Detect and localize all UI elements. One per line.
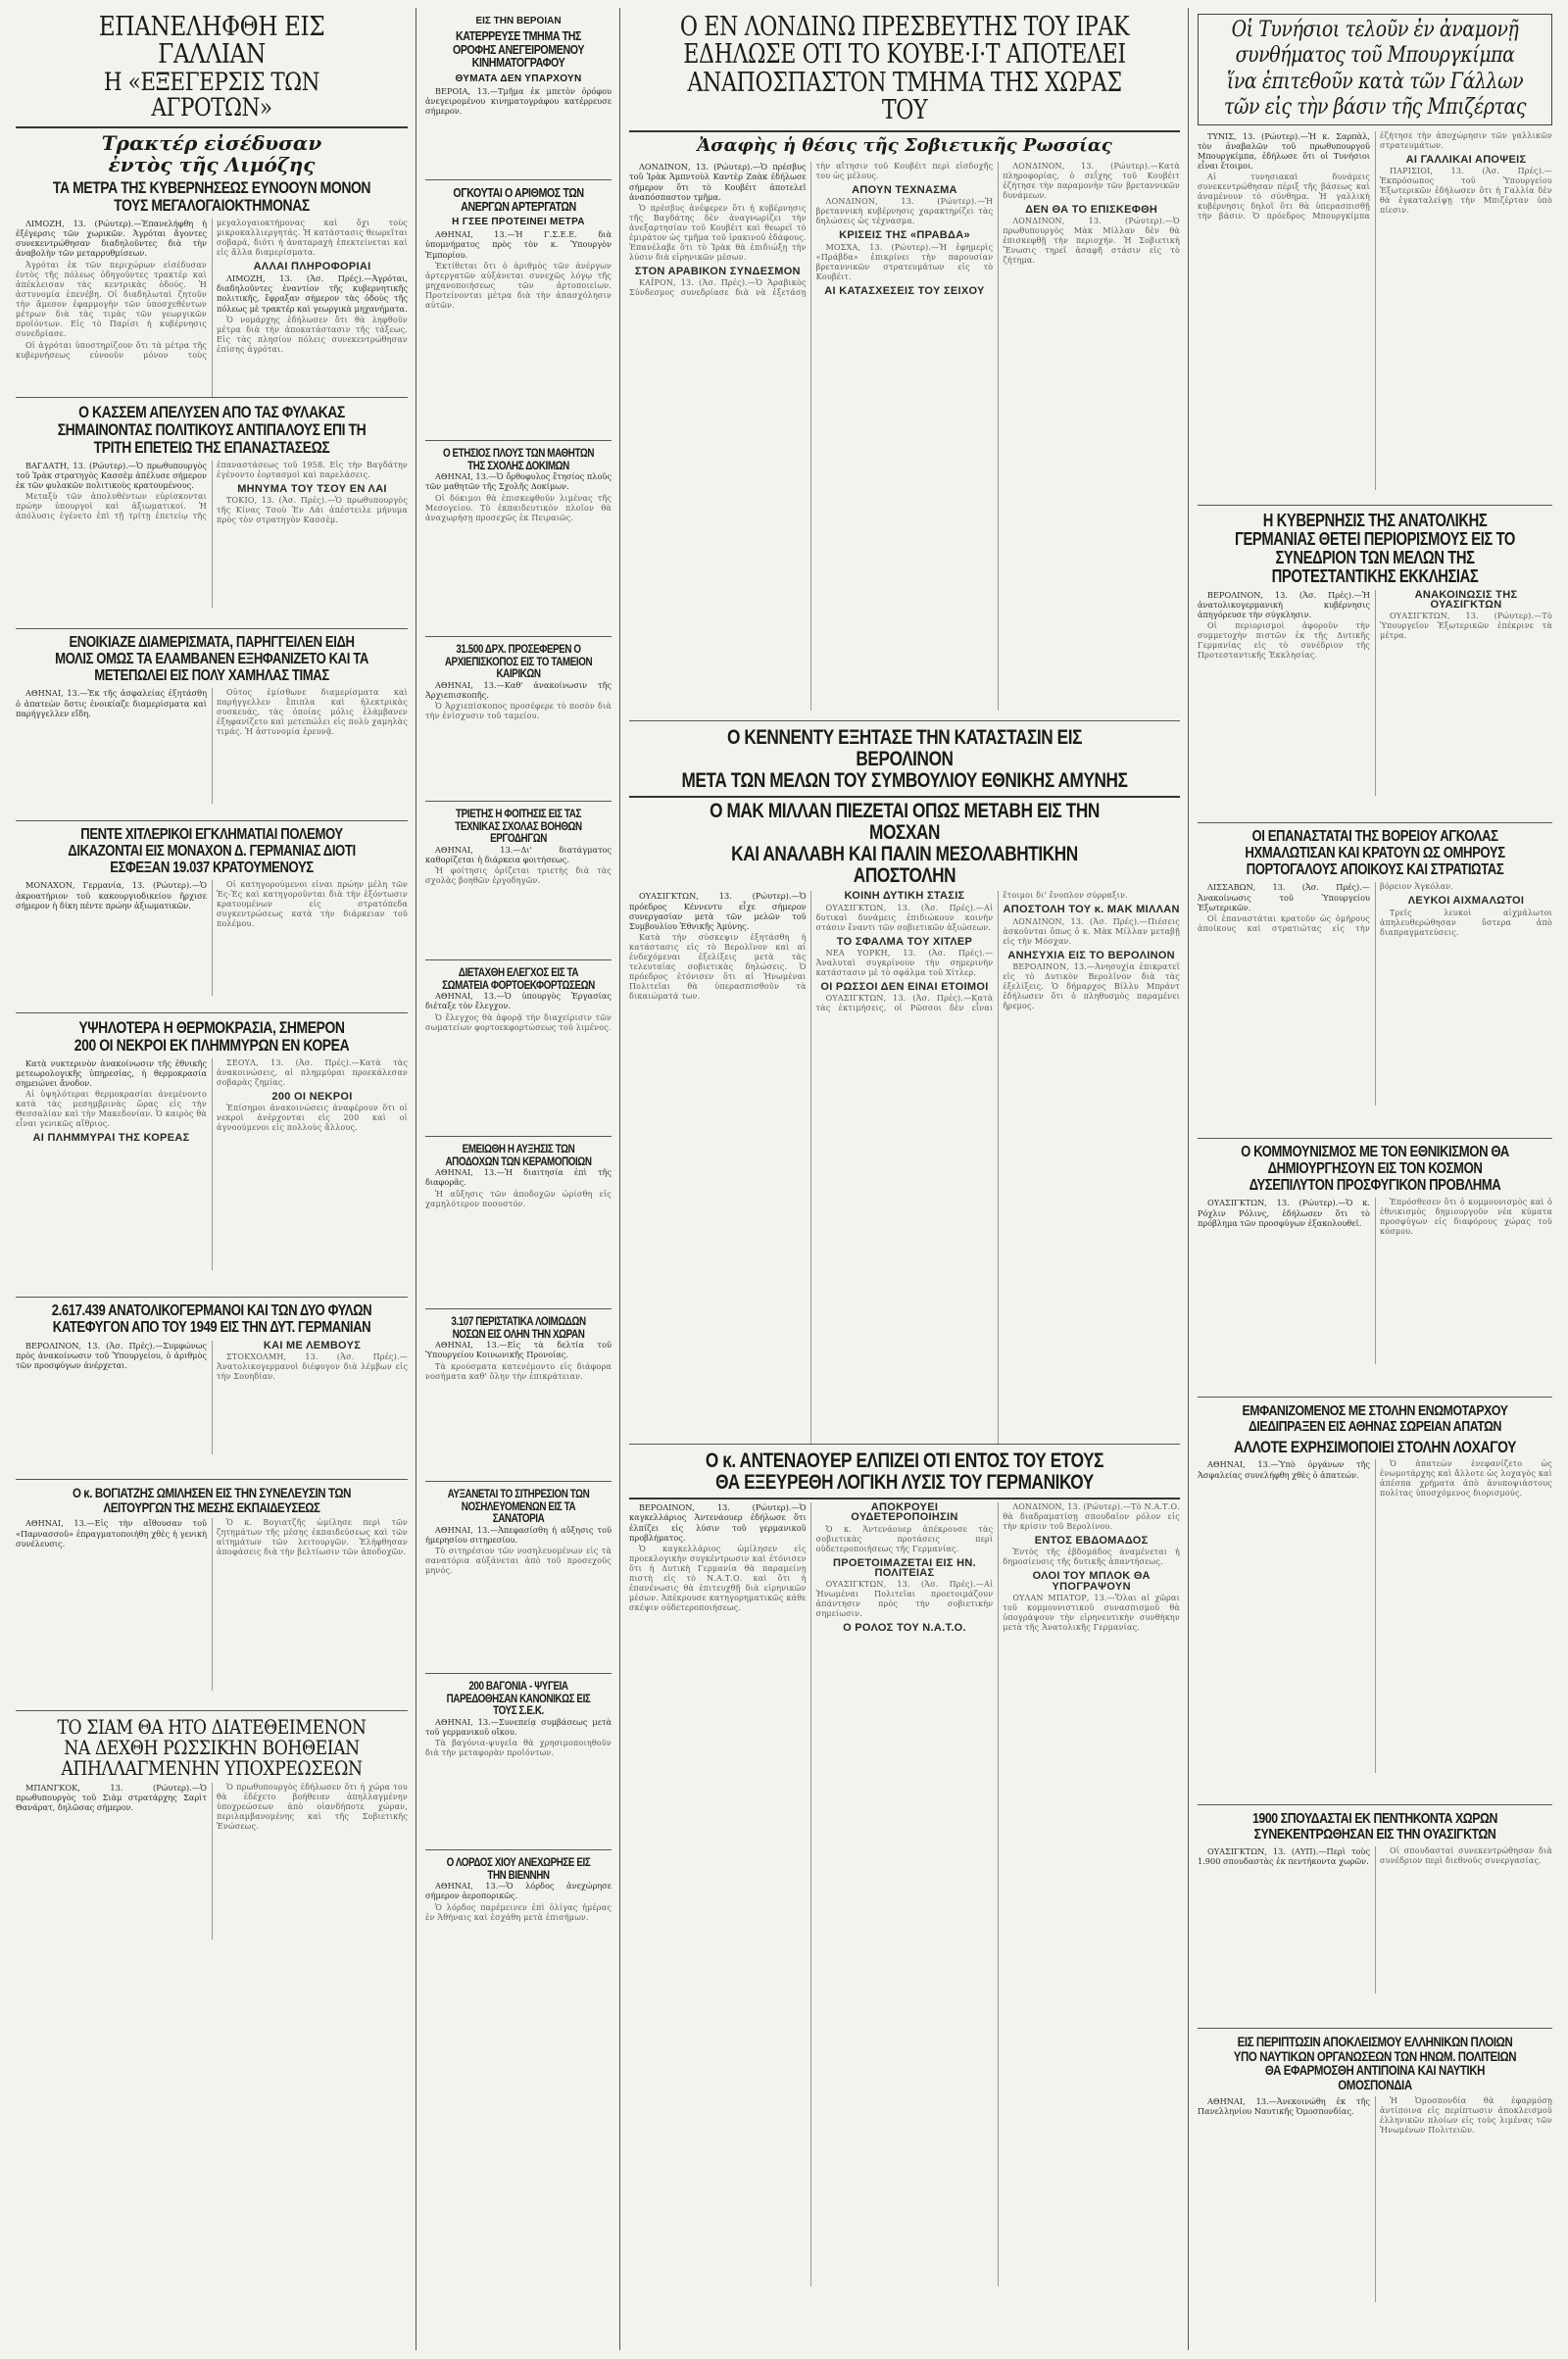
dateline: ΑΘΗΝΑΙ, 13.—Συνεπείᾳ συμβάσεως μετὰ τοῦ γερμανικοῦ οἴκου.: [425, 1716, 612, 1737]
body-text: Αἱ ὑψηλότεραι θερμοκρασίαι ἀνεμένοντο κατὰ τὰς μεσημβρινὰς ὥρας εἰς τὴν Θεσσαλίαν καὶ τὴν Μακεδονίαν. Ὁ καιρὸς θὰ εἶναι γενικῶς αἴθριος.: [16, 1090, 207, 1129]
headline: ΑΛΛΟΤΕ ΕΧΡΗΣΙΜΟΠΟΙΕΙ ΣΤΟΛΗΝ ΛΟΧΑΓΟΥ: [1233, 1437, 1517, 1456]
body-text: ΣΕΟΥΛ, 13. (Ἀσ. Πρές).—Κατὰ τὰς ἀνακοινώσεις, αἱ πλημμύραι προεκάλεσαν σοβαρὰς ζημίας.: [217, 1057, 408, 1087]
dateline: ΒΕΡΟΛΙΝΟΝ, 13. (Ἀσ. Πρές).—Ἡ ἀνατολικογερμανικὴ κυβέρνησις ἀπηγόρευσε τὴν σύγκλησιν.: [1198, 589, 1370, 619]
body-text: Τὸ σιτηρέσιον τῶν νοσηλευομένων εἰς τὰ σανατόρια αὐξάνεται ἀπὸ τοῦ προσεχοῦς μηνός.: [425, 1547, 612, 1576]
body-text: ΟΥΑΣΙΓΚΤΩΝ, 13. (Ἀσ. Πρές).—Αἱ Ἡνωμέναι Πολιτεῖαι προετοιμάζουν ἀπάντησιν πρὸς τὴν σοβιετικὴν σημείωσιν.: [815, 1579, 994, 1618]
article-farmers-revolt: [16, 8, 408, 398]
article-tunisia: [1198, 8, 1552, 506]
article-body: [1198, 590, 1552, 796]
headline: Ο ΚΟΜΜΟΥΝΙΣΜΟΣ ΜΕ ΤΟΝ ΕΘΝΙΚΙΣΜΟΝ ΘΑ ΔΗΜΙΟΥΡΓΗΣΟΥΝ ΕΙΣ ΤΟΝ ΚΟΣΜΟΝ ΔΥΣΕΠΙΛΥΤΟΝ ΠΡΟΣΦΥΓΙΚΟΝ ΠΡΟΒΛΗΜΑ: [1241, 1144, 1509, 1194]
article-veroia-cinema: [425, 8, 612, 180]
kicker: Ἀσαφὴς ἡ θέσις τῆς Σοβιετικῆς Ρωσσίας: [697, 135, 1112, 157]
headline: ΟΙ ΕΠΑΝΑΣΤΑΤΑΙ ΤΗΣ ΒΟΡΕΙΟΥ ΑΓΚΟΛΑΣ ΗΧΜΑΛΩΤΙΣΑΝ ΚΑΙ ΚΡΑΤΟΥΝ ΩΣ ΟΜΗΡΟΥΣ ΠΟΡΤΟΓΑΛΟΥΣ ΑΠΟΙΚΟΥΣ ΚΑΙ ΣΤΡΑΤΙΩΤΑΣ: [1245, 828, 1505, 878]
headline: 3.107 ΠΕΡΙΣΤΑΤΙΚΑ ΛΟΙΜΩΔΩΝ ΝΟΣΩΝ ΕΙΣ ΟΛΗΝ ΤΗΝ ΧΩΡΑΝ: [451, 1314, 586, 1341]
article-body: [16, 1058, 408, 1270]
article-body: [1198, 882, 1552, 1106]
headline: Ο ΜΑΚ ΜΙΛΛΑΝ ΠΙΕΖΕΤΑΙ ΟΠΩΣ ΜΕΤΑΒΗ ΕΙΣ ΤΗΝ ΜΟΣΧΑΝ: [710, 800, 1100, 845]
article-body: [16, 1518, 408, 1691]
headline: 2.617.439 ΑΝΑΤΟΛΙΚΟΓΕΡΜΑΝΟΙ ΚΑΙ ΤΩΝ ΔΥΟ ΦΥΛΩΝ ΚΑΤΕΦΥΓΟΝ ΑΠΟ ΤΟΥ 1949 ΕΙΣ ΤΗΝ ΔΥΤ. ΓΕΡΜΑΝΙΑΝ: [51, 1302, 372, 1336]
headline-box: [1198, 14, 1552, 125]
body-text: ΒΕΡΟΛΙΝΟΝ, 13.—Ἀνησυχία ἐπικρατεῖ εἰς τὸ Δυτικὸν Βερολῖνον διὰ τὰς ἐξελίξεις. Ὁ δήμαρχος Βίλλυ Μπράντ ἐδήλωσεν ὅτι ὁ πληθυσμὸς παραμένει ἤρεμος.: [1003, 961, 1180, 1010]
article-body: [629, 1502, 1180, 2286]
subhead: Η ΓΣΕΕ ΠΡΟΤΕΙΝΕΙ ΜΕΤΡΑ: [452, 217, 585, 228]
article-body: [1198, 2096, 1552, 2302]
body-text: ΟΥΑΣΙΓΚΤΩΝ, 13. (Ἀσ. Πρές).—Κατὰ τὰς ἐκτιμήσεις, οἱ Ρῶσσοι δὲν εἶναι ἕτοιμοι δι' ἔνοπλον σύρραξιν.: [815, 891, 1128, 1012]
dateline: ΑΘΗΝΑΙ, 13.—Δι' διατάγματος καθορίζεται ἡ διάρκεια φοιτήσεως.: [425, 844, 612, 864]
dateline: ΑΘΗΝΑΙ, 13.—Εἰς τὰ δελτία τοῦ Ὑπουργείου Κοινωνικῆς Προνοίας.: [425, 1340, 612, 1360]
article-war-criminals: [16, 821, 408, 1013]
dateline: ΤΥΝΙΣ, 13. (Ρώυτερ).—Ἡ κ. Σαρπὰλ, τὸν ἀναβαλῶν τοῦ πρωθυπουργοῦ Μπουργκίμπα, ἐδήλωσε ὅτι οἱ Τυνήσιοι εἶναι ἕτοιμοι.: [1198, 130, 1370, 172]
article-body: [425, 845, 612, 933]
body-text: ΛΟΝΔΙΝΟΝ, 13. (Ρώυτερ).—Ἡ βρεταννικὴ κυβέρνησις χαρακτηρίζει τὰς δηλώσεις ὡς τέχνασμα.: [815, 197, 994, 226]
column-2: [419, 8, 617, 2350]
headline: ΥΨΗΛΟΤΕΡΑ Η ΘΕΡΜΟΚΡΑΣΙΑ, ΣΗΜΕΡΟΝ: [78, 1018, 345, 1037]
dateline: ΑΘΗΝΑΙ, 13.—Ὁ ὑπουργὸς Ἐργασίας διέταξε τὸν ἔλεγχον.: [425, 991, 612, 1011]
headline: ΜΕΤΑ ΤΩΝ ΜΕΛΩΝ ΤΟΥ ΣΥΜΒΟΥΛΙΟΥ ΕΘΝΙΚΗΣ ΑΜΥΝΗΣ: [681, 769, 1128, 793]
headline: Ο κ. ΑΝΤΕΝΑΟΥΕΡ ΕΛΠΙΖΕΙ ΟΤΙ ΕΝΤΟΣ ΤΟΥ ΕΤΟΥΣ: [705, 1450, 1104, 1472]
body-text: ΛΟΝΔΙΝΟΝ, 13. (Ρώυτερ).—Ὁ πρωθυπουργὸς Μὰκ Μίλλαν δὲν θὰ ἐπισκεφθῇ τὴν περιοχήν. Ἡ Σοβιετικὴ Ἕνωσις τηρεῖ ἀσαφῆ στάσιν εἰς τὸ ζήτημα.: [1003, 217, 1180, 266]
dateline: Κατὰ νυκτερινὸν ἀνακοίνωσιν τῆς ἐθνικῆς μετεωρολογικῆς ὑπηρεσίας, ἡ θερμοκρασία σημειώνει ἄνοδον.: [16, 1057, 207, 1089]
article-body: [425, 229, 612, 416]
subhead: ΤΟ ΣΦΑΛΜΑ ΤΟΥ ΧΙΤΛΕΡ: [836, 935, 973, 948]
body-text: ΟΥΑΣΙΓΚΤΩΝ, 13. (Ρώυτερ).—Τὸ Ὑπουργεῖον Ἐξωτερικῶν ἐπέκρινε τὰ μέτρα.: [1380, 611, 1552, 640]
body-text: Οὗτος ἐμίσθωνε διαμερίσματα καὶ παρήγγελλεν ἔπιπλα καὶ ἠλεκτρικὰς συσκευάς, τὰς ὁποίας μόλις ἐλάμβανεν ἐξηφανίζετο καὶ μετεπώλει εἰς πολὺ χαμηλὰς τιμάς. Ἡ ἀστυνομία ἐρευνᾷ.: [217, 688, 408, 737]
subhead: ΜΗΝΥΜΑ ΤΟΥ ΤΣΟΥ ΕΝ ΛΑΙ: [237, 482, 387, 495]
article-body: [425, 86, 612, 155]
headline: ΘΑ ΕΞΕΥΡΕΘΗ ΛΟΓΙΚΗ ΛΥΣΙΣ ΤΟΥ ΓΕΡΜΑΝΙΚΟΥ: [715, 1471, 1094, 1495]
subhead: Ο ΡΟΛΟΣ ΤΟΥ Ν.Α.Τ.Ο.: [843, 1621, 966, 1634]
article-refrigerated-wagons: [425, 1674, 612, 1850]
body-text: ΜΟΣΧΑ, 13. (Ρώυτερ).—Ἡ ἐφημερὶς «Πράβδα» ἐπικρίνει τὴν παρουσίαν βρεταννικῶν στρατευμάτων εἰς τὸ Κουβέιτ.: [815, 242, 994, 281]
article-body: [16, 1783, 408, 1940]
body-text: ΛΟΝΔΙΝΟΝ, 13. (Ἀσ. Πρές).—Πιέσεις ἀσκοῦνται ὅπως ὁ κ. Μὰκ Μίλλαν μεταβῇ εἰς τὴν Μόσχαν.: [1003, 916, 1180, 946]
dateline: ΑΘΗΝΑΙ, 13.—Ἡ διαιτησία ἐπὶ τῆς διαφορᾶς.: [425, 1167, 612, 1188]
body-text: ΟΥΛΑΝ ΜΠΑΤΟΡ, 13.—Ὅλαι αἱ χῶραι τοῦ κομμουνιστικοῦ συνασπισμοῦ θὰ ὑπογράψουν τὴν εἰρηνευτικὴν συνθήκην μετὰ τῆς Ἀνατολικῆς Γερμανίας.: [1003, 1593, 1180, 1632]
body-text: Ἡ αὔξησις τῶν ἀποδοχῶν ὡρίσθη εἰς χαμηλότερον ποσοστόν.: [425, 1189, 612, 1208]
dateline: ΑΘΗΝΑΙ, 13.—Εἰς τὴν αἴθουσαν τοῦ «Παρνασσοῦ» ἐπραγματοποιήθη χθὲς ἡ γενικὴ συνέλευσις.: [16, 1518, 207, 1548]
headline: ΠΕΝΤΕ ΧΙΤΛΕΡΙΚΟΙ ΕΓΚΛΗΜΑΤΙΑΙ ΠΟΛΕΜΟΥ ΔΙΚΑΖΟΝΤΑΙ ΕΙΣ ΜΟΝΑΧΟΝ Δ. ΓΕΡΜΑΝΙΑΣ ΔΙΟΤΙ ΕΣΦΕΞΑΝ 19.037 ΚΡΑΤΟΥΜΕΝΟΥΣ: [68, 826, 356, 876]
article-greek-ships: [1198, 2029, 1552, 2323]
body-text: ΟΥΑΣΙΓΚΤΩΝ, 13. (Ἀσ. Πρές).—Αἱ δυτικαὶ δυνάμεις ἐπιδιώκουν κοινὴν στάσιν ἔναντι τῶν σοβιετικῶν ἀξιώσεων.: [815, 903, 994, 932]
headline: ΑΥΞΑΝΕΤΑΙ ΤΟ ΣΙΤΗΡΕΣΙΟΝ ΤΩΝ ΝΟΣΗΛΕΥΟΜΕΝΩΝ ΕΙΣ ΤΑ ΣΑΝΑΤΟΡΙΑ: [447, 1487, 590, 1526]
subhead: ΑΙ ΚΑΤΑΣΧΕΣΕΙΣ ΤΟΥ ΣΕΙΧΟΥ: [824, 284, 985, 297]
dateline: ΟΥΑΣΙΓΚΤΩΝ, 13. (Ρώυτερ).—Ὁ πρόεδρος Κέννεντυ εἶχε σήμερον συνεργασίαν μετὰ τῶν μελῶν τοῦ Συμβουλίου Ἐθνικῆς Ἀμύνης.: [629, 891, 807, 931]
dateline: ΛΙΣΣΑΒΩΝ, 13. (Ἀσ. Πρές).—Ἀνακοίνωσις τοῦ Ὑπουργείου Ἐξωτερικῶν.: [1198, 882, 1370, 912]
article-body: [1198, 1459, 1552, 1773]
article-apartments-fraud: [16, 629, 408, 821]
headline: ΕΜΕΙΩΘΗ Η ΑΥΞΗΣΙΣ ΤΩΝ ΑΠΟΔΟΧΩΝ ΤΩΝ ΚΕΡΑΜΟΠΟΙΩΝ: [445, 1142, 592, 1168]
column-4: [1192, 8, 1558, 2350]
article-body: [1198, 131, 1552, 490]
body-text: Ὁ κ. Βογιατζῆς ὡμίλησε περὶ τῶν ζητημάτων τῆς μέσης ἐκπαιδεύσεως καὶ τῶν αἰτημάτων τῶν λειτουργῶν. Ἐλήφθησαν ἀποφάσεις διὰ τὴν βελτίωσιν τῶν ἀποδοχῶν.: [217, 1518, 408, 1557]
dateline: ΒΕΡΟΛΙΝΟΝ, 13. (Ἀσ. Πρές).—Συμφώνως πρὸς ἀνακοίνωσιν τοῦ Ὑπουργείου, ὁ ἀριθμὸς τῶν προσφύγων ἀνέρχεται.: [16, 1340, 207, 1370]
subhead: ΑΠΟΚΡΟΥΕΙ ΟΥΔΕΤΕΡΟΠΟΙΗΣΙΝ: [851, 1502, 958, 1524]
body-text: Κατὰ τὴν σύσκεψιν ἐξητάσθη ἡ κατάστασις εἰς τὸ Βερολῖνον καὶ αἱ ἐνδεχόμεναι ἐξελίξεις μετὰ τὰς τελευταίας σοβιετικὰς δηλώσεις. Ὁ πρόεδρος ἐτόνισεν ὅτι αἱ Ἡνωμέναι Πολιτεῖαι θὰ ὑπερασπισθοῦν τὰ δικαιώματά των.: [629, 933, 807, 1002]
article-body: [425, 991, 612, 1099]
article-cadets-voyage: [425, 441, 612, 637]
article-angola-rebels: [1198, 823, 1552, 1139]
body-text: Ἀγρόται ἐκ τῶν περιχώρων εἰσέδυσαν ἐντὸς τῆς πόλεως ὁδηγοῦντες τρακτέρ καὶ ἀπέκλεισαν τὰς κεντρικὰς ὁδούς. Ἡ ἀστυνομία ἐπενέβη. Οἱ διαδηλωταὶ ζητοῦν τὴν ἄμεσον ἐφαρμογὴν τῶν ὑποσχεθέντων μέτρων διὰ τὰς τιμὰς τῶν γεωργικῶν προϊόντων. Εἰς τὸ Παρίσι ἡ κυβέρνησις συνεδρίασε.: [16, 260, 207, 338]
subhead: ΑΠΟΣΤΟΛΗ ΤΟΥ κ. ΜΑΚ ΜΙΛΛΑΝ: [1003, 904, 1180, 916]
subhead: ΑΝΗΣΥΧΙΑ ΕΙΣ ΤΟ ΒΕΡΟΛΙΝΟΝ: [1007, 949, 1175, 961]
article-refugee-problem: [1198, 1139, 1552, 1398]
body-text: Ὁ ἀπατεὼν ἐνεφανίζετο ὡς ἐνωμοτάρχης καὶ ἄλλοτε ὡς λοχαγὸς καὶ ἀπέσπα χρήματα ἀπὸ ἀνυποψιάστους πολίτας ὑποσχόμενος διορισμούς.: [1380, 1459, 1552, 1499]
article-body: [16, 219, 408, 398]
article-body: [16, 461, 408, 608]
body-text: Ὁ πρέσβυς ἀνέφερεν ὅτι ἡ κυβέρνησις τῆς Βαγδάτης δὲν ἀναγνωρίζει τὴν ἀνεξαρτησίαν τοῦ Κουβέιτ καὶ θεωρεῖ τὸ ἐμιράτον ὡς τμῆμα τοῦ ἰρακινοῦ ἐδάφους. Ἐπανέλαβε ὅτι τὸ Ἰρὰκ θὰ ἐπιδιώξῃ τὴν λύσιν διὰ εἰρηνικῶν μέσων.: [629, 203, 807, 262]
body-text: Μεταξὺ τῶν ἀπολυθέντων εὑρίσκονται πρώην ὑπουργοὶ καὶ ἀξιωματικοί. Ἡ ἀπόλυσις ἐγένετο ἐπὶ τῇ τρίτῃ ἐπετείῳ τῆς ἐπαναστάσεως τοῦ 1958. Εἰς τὴν Βαγδάτην ἐγένοντο ἑορτασμοὶ καὶ παρελάσεις.: [16, 460, 408, 521]
body-text: ΣΤΟΚΧΟΛΜΗ, 13. (Ἀσ. Πρές).—Ἀνατολικογερμανοὶ διέφυγον διὰ λέμβων εἰς τὴν Σουηδίαν.: [217, 1352, 408, 1381]
article-potters-wages: [425, 1137, 612, 1309]
subhead: ΔΕΝ ΘΑ ΤΟ ΕΠΙΣΚΕΦΘΗ: [1025, 204, 1158, 217]
column-1: [10, 8, 414, 2350]
subhead: ΚΟΙΝΗ ΔΥΤΙΚΗ ΣΤΑΣΙΣ: [844, 891, 965, 903]
subhead: ΘΥΜΑΤΑ ΔΕΝ ΥΠΑΡΧΟΥΝ: [455, 73, 582, 84]
dateline: ΒΕΡΟΛΙΝΟΝ, 13. (Ρώυτερ).—Ὁ καγκελλάριος Ἀντενάουερ ἐδήλωσε ὅτι ἐλπίζει εἰς λύσιν τοῦ γερμανικοῦ προβλήματος.: [629, 1502, 807, 1543]
dateline: ΒΑΓΔΑΤΗ, 13. (Ρώυτερ).—Ὁ πρωθυπουργὸς τοῦ Ἰρὰκ στρατηγὸς Κασσὲμ ἀπέλυσε σήμερον ἐκ τῶν φυλακῶν πολιτικοὺς κρατουμένους.: [16, 460, 207, 490]
body-text: Ὁ πρωθυπουργὸς ἐδήλωσεν ὅτι ἡ χώρα του θὰ ἐδέχετο βοήθειαν ἀπηλλαγμένην ὑποχρεώσεων ἀπὸ οἱανδήποτε χώραν, περιλαμβανομένης καὶ τῆς Σοβιετικῆς Ἑνώσεως.: [217, 1783, 408, 1831]
body-text: Τὰ κρούσματα κατενέμοντο εἰς διάφορα νοσήματα καθ' ὅλην τὴν ἐπικράτειαν.: [425, 1361, 612, 1381]
headline: ΕΝΟΙΚΙΑΖΕ ΔΙΑΜΕΡΙΣΜΑΤΑ, ΠΑΡΗΓΓΕΙΛΕΝ ΕΙΔΗ ΜΟΛΙΣ ΟΜΩΣ ΤΑ ΕΛΑΜΒΑΝΕΝ ΕΞΗΦΑΝΙΖΕΤΟ ΚΑΙ ΤΑ ΜΕΤΕΠΩΛΕΙ ΕΙΣ ΠΟΛΥ ΧΑΜΗΛΑΣ ΤΙΜΑΣ: [55, 634, 368, 684]
body-text: Ὁ Ἀρχιεπίσκοπος προσέφερε τὸ ποσὸν διὰ τὴν ἐνίσχυσιν τοῦ ταμείου.: [425, 702, 612, 721]
article-kassem: [16, 398, 408, 629]
body-text: Ὁ νομάρχης ἐδήλωσεν ὅτι θὰ ληφθοῦν μέτρα διὰ τὴν ἀποκατάστασιν τῆς τάξεως. Εἰς τὰς πλησίον πόλεις συνεκεντρώθησαν ἐπίσης ἀγρόται.: [217, 315, 408, 354]
dateline: ΟΥΑΣΙΓΚΤΩΝ, 13. (ΑΥΠ).—Περὶ τοὺς 1.900 σπουδαστὰς ἐκ πεντήκοντα χωρῶν.: [1198, 1845, 1370, 1866]
article-iraq-kuwait: [629, 8, 1180, 721]
headline: Ο ΕΤΗΣΙΟΣ ΠΛΟΥΣ ΤΩΝ ΜΑΘΗΤΩΝ ΤΗΣ ΣΧΟΛΗΣ ΔΟΚΙΜΩΝ: [442, 446, 595, 472]
article-body: [425, 1717, 612, 1825]
article-students-washington: [1198, 1805, 1552, 2029]
body-text: Οἱ κατηγορούμενοι εἶναι πρώην μέλη τῶν Ἐς-Ἐς καὶ κατηγοροῦνται διὰ τὴν ἐξόντωσιν κρατουμένων εἰς στρατόπεδα συγκεντρώσεως κατὰ τὴν διάρκειαν τοῦ πολέμου.: [217, 880, 408, 929]
body-text: Ὁ λόρδος παρέμεινεν ἐπὶ ὀλίγας ἡμέρας ἐν Ἀθήναις καὶ ἐσχάθη μετὰ ἐπισήμων.: [425, 1902, 612, 1922]
subhead: ΑΝΑΚΟΙΝΩΣΙΣ ΤΗΣ ΟΥΑΣΙΓΚΤΩΝ: [1414, 589, 1518, 611]
dateline: ΑΘΗΝΑΙ, 13.—Ὑπὸ ὀργάνων τῆς Ἀσφαλείας συνελήφθη χθὲς ὁ ἀπατεών.: [1198, 1459, 1370, 1480]
newspaper-page: [10, 8, 1558, 2350]
kicker: ἐντὸς τῆς Λιμόζης: [108, 153, 316, 177]
kicker: Τρακτέρ εἰσέδυσαν: [101, 131, 322, 156]
body-text: Ἐκτίθεται ὅτι ὁ ἀριθμὸς τῶν ἀνέργων ἀρτεργατῶν αὐξάνεται συνεχῶς λόγῳ τῆς μηχανοποιήσεως τῶν ἀρτοποιείων. Προτείνονται μέτρα διὰ τὴν ἀπασχόλησιν αὐτῶν.: [425, 261, 612, 310]
body-text: Ὁ ἔλεγχος θὰ ἀφορᾷ τὴν διαχείρισιν τῶν σωματείων φορτοεκφορτώσεως τοῦ λιμένος.: [425, 1012, 612, 1032]
dateline: ΑΘΗΝΑΙ, 13.—Ὁ λόρδος ἀνεχώρησε σήμερον ἀεροπορικῶς.: [425, 1881, 612, 1901]
headline: ΤΡΙΕΤΗΣ Η ΦΟΙΤΗΣΙΣ ΕΙΣ ΤΑΣ ΤΕΧΝΙΚΑΣ ΣΧΟΛΑΣ ΒΟΗΘΩΝ ΕΡΓΟΔΗΓΩΝ: [455, 807, 582, 846]
dateline: ΑΘΗΝΑΙ, 13.—Ἡ Γ.Σ.Ε.Ε. διὰ ὑπομνήματος πρὸς τὸν κ. Ὑπουργὸν Ἐμπορίου.: [425, 229, 612, 260]
headline: ΚΑΤΕΡΡΕΥΣΕ ΤΜΗΜΑ ΤΗΣ ΟΡΟΦΗΣ ΑΝΕΓΕΙΡΟΜΕΝΟΥ ΚΙΝΗΜΑΤΟΓΡΑΦΟΥ: [452, 28, 585, 71]
body-text: Οἱ ἐπαναστάται κρατοῦν ὡς ὁμήρους ἀποίκους καὶ στρατιώτας εἰς τὴν βόρειον Ἀγκόλαν.: [1198, 882, 1454, 933]
article-body: [425, 1881, 612, 2008]
tag: ΕΙΣ ΤΗΝ ΒΕΡΟΙΑΝ: [475, 16, 562, 26]
subhead: ΑΙ ΓΑΛΛΙΚΑΙ ΑΠΟΨΕΙΣ: [1405, 153, 1527, 166]
dateline: ΛΙΜΟΖΗ, 13. (Ρώυτερ).—Ἐπανελήφθη ἡ ἐξέγερσις τῶν χωρικῶν. Ἀγρόται ἄγοντες συνεκεντρώθησαν διαδηλοῦντες διὰ τὴν ἀναβολὴν τῶν μεταρρυθμίσεων.: [16, 218, 207, 259]
article-body: [16, 1341, 408, 1454]
headline: Ο ΕΝ ΛΟΝΔΙΝΩ ΠΡΕΣΒΕΥΤΗΣ ΤΟΥ ΙΡΑΚ: [679, 12, 1130, 42]
body-text: ΠΑΡΙΣΙΟΙ, 13. (Ἀσ. Πρές).—Ἐκπρόσωπος τοῦ Ὑπουργείου Ἐξωτερικῶν ἐδήλωσεν ὅτι ἡ Γαλλία δὲν θὰ ἐγκαταλείψῃ τὴν Μπιζέρταν ὑπὸ πίεσιν.: [1380, 166, 1552, 215]
headline: Η ΚΥΒΕΡΝΗΣΙΣ ΤΗΣ ΑΝΑΤΟΛΙΚΗΣ ΓΕΡΜΑΝΙΑΣ ΘΕΤΕΙ ΠΕΡΙΟΡΙΣΜΟΥΣ ΕΙΣ ΤΟ ΣΥΝΕΔΡΙΟΝ ΤΩΝ ΜΕΛΩΝ ΤΗΣ ΠΡΟΤΕΣΤΑΝΤΙΚΗΣ ΕΚΚΛΗΣΙΑΣ: [1235, 511, 1515, 586]
dateline: ΑΘΗΝΑΙ, 13.—Ὁ ὄρθοφυλος ἔτησίος πλοῦς τῶν μαθητῶν τῆς Σχολῆς Δοκίμων.: [425, 471, 612, 492]
article-sanatoria: [425, 1482, 612, 1674]
subhead: ΟΛΟΙ ΤΟΥ ΜΠΛΟΚ ΘΑ ΥΠΟΓΡΑΨΟΥΝ: [1032, 1570, 1151, 1593]
body-text: Ἡ φοίτησις ὁρίζεται τριετὴς διὰ τὰς σχολὰς βοηθῶν ἐργοδηγῶν.: [425, 866, 612, 886]
subhead: ΚΡΙΣΕΙΣ ΤΗΣ «ΠΡΑΒΔΑ»: [839, 229, 970, 242]
article-body: [16, 880, 408, 996]
dateline: ΜΟΝΑΧΟΝ, Γερμανία, 13. (Ρώυτερ).—Ὁ ἀκροατήριον τοῦ κακουργιοδικείου ἤρχισε σήμερον ἡ δίκη πέντε πρώην ἀξιωματικῶν.: [16, 880, 207, 910]
dateline: ΜΠΑΝΓΚΟΚ, 13. (Ρώυτερ).—Ὁ πρωθυπουργὸς τοῦ Σιὰμ στρατάρχης Σαρὶτ Θανάρατ, δηλῶσας σήμερον.: [16, 1783, 207, 1813]
headline: ΕΠΑΝΕΛΗΦΘΗ ΕΙΣ ΓΑΛΛΙΑΝ: [98, 12, 325, 71]
body-text: ΛΟΝΔΙΝΟΝ, 13. (Ρώυτερ).—Κατὰ πληροφορίας, ὁ σεΐχης τοῦ Κουβέιτ ἐζήτησε τὴν παραμονὴν τῶν βρεταννικῶν δυνάμεων.: [1003, 162, 1180, 201]
article-unemployed-bakers: [425, 180, 612, 441]
headline: ΚΑΙ ΑΝΑΛΑΒΗ ΚΑΙ ΠΑΛΙΝ ΜΕΣΟΛΑΒΗΤΙΚΗΝ ΑΠΟΣΤΟΛΗΝ: [731, 843, 1078, 888]
article-body: [629, 891, 1180, 1445]
body-text: Ἐπρόσθεσεν ὅτι ὁ κομμουνισμὸς καὶ ὁ ἐθνικισμὸς δημιουργοῦν νέα κύματα προσφύγων εἰς διαφόρους χώρας τοῦ κόσμου.: [1380, 1198, 1552, 1237]
article-body: [425, 1525, 612, 1648]
article-loading-unions: [425, 960, 612, 1137]
headline: 200 ΟΙ ΝΕΚΡΟΙ ΕΚ ΠΛΗΜΜΥΡΩΝ ΕΝ ΚΟΡΕΑ: [74, 1035, 350, 1055]
article-archbishop: [425, 637, 612, 802]
subhead: ΚΑΙ ΜΕ ΛΕΜΒΟΥΣ: [263, 1340, 362, 1352]
body-text: Τὰ βαγόνια-ψυγεῖα θὰ χρησιμοποιηθοῦν διὰ τὴν μεταφορὰν προϊόντων.: [425, 1739, 612, 1758]
subhead: 200 ΟΙ ΝΕΚΡΟΙ: [271, 1090, 353, 1103]
headline: ΕΔΗΛΩΣΕ ΟΤΙ ΤΟ ΚΟΥΒΕ·Ι·Τ ΑΠΟΤΕΛΕΙ: [683, 39, 1126, 71]
article-body: [425, 680, 612, 778]
article-east-germany-church: [1198, 506, 1552, 823]
body-text: Οἱ περιορισμοὶ ἀφοροῦν τὴν συμμετοχὴν πιστῶν ἐκ τῆς Δυτικῆς Γερμανίας εἰς τὸ συνέδριον τῆς Προτεσταντικῆς Ἐκκλησίας.: [1198, 621, 1370, 661]
column-rule: [619, 8, 620, 2350]
dateline: ΑΘΗΝΑΙ, 13.—Ἀπεφασίσθη ἡ αὔξησις τοῦ ἡμερησίου σιτηρεσίου.: [425, 1524, 612, 1545]
article-fake-officer: [1198, 1398, 1552, 1805]
article-body: [1198, 1846, 1552, 1993]
divider: [16, 126, 408, 128]
headline: 1900 ΣΠΟΥΔΑΣΤΑΙ ΕΚ ΠΕΝΤΗΚΟΝΤΑ ΧΩΡΩΝ ΣΥΝΕΚΕΝΤΡΩΘΗΣΑΝ ΕΙΣ ΤΗΝ ΟΥΑΣΙΓΚΤΩΝ: [1252, 1810, 1497, 1843]
body-text: ΤΟΚΙΟ, 13. (Ἀσ. Πρές).—Ὁ πρωθυπουργὸς τῆς Κίνας Τσοὺ Ἐν Λάι ἀπέστειλε μήνυμα πρὸς τὸν στρατηγὸν Κασσὲμ.: [217, 495, 408, 524]
dateline: ΟΥΑΣΙΓΚΤΩΝ, 13. (Ρώυτερ).—Ὁ κ. Ρόχλιν Ρόλινς, ἐδήλωσεν ὅτι τὸ πρόβλημα τῶν προσφύγων ἐξακολουθεῖ.: [1198, 1198, 1370, 1228]
divider: [629, 796, 1180, 798]
headline: ΔΙΕΤΑΧΘΗ ΕΛΕΓΧΟΣ ΕΙΣ ΤΑ ΣΩΜΑΤΕΙΑ ΦΟΡΤΟΕΚΦΟΡΤΩΣΕΩΝ: [442, 965, 595, 992]
article-infectious-diseases: [425, 1309, 612, 1482]
article-adenauer: [629, 1445, 1180, 2327]
divider: [629, 130, 1180, 132]
article-body: [16, 688, 408, 804]
body-text: Ἐντὸς τῆς ἑβδομάδος ἀναμένεται ἡ δημοσίευσις τῆς δυτικῆς ἀπαντήσεως.: [1003, 1548, 1180, 1567]
body-text: ΝΕΑ ΥΟΡΚΗ, 13. (Ἀσ. Πρές).—Ἀναλυταὶ συγκρίνουν τὴν σημερινὴν κατάστασιν μὲ τὸ σφάλμα τοῦ Χίτλερ.: [815, 948, 994, 977]
article-body: [425, 1340, 612, 1444]
dateline: ΛΟΝΔΙΝΟΝ, 13. (Ρώυτερ).—Ὁ πρέσβυς τοῦ Ἰρὰκ Ἀμπντοὺλ Καντὲρ Ζαὰκ ἐδήλωσε σήμερον ὅτι τὸ Κουβέιτ ἀποτελεῖ ἀναπόσπαστον τμῆμα.: [629, 162, 807, 202]
headline: ΤΟ ΣΙΑΜ ΘΑ ΗΤΟ ΔΙΑΤΕΘΕΙΜΕΝΟΝ ΝΑ ΔΕΧΘΗ ΡΩΣΣΙΚΗΝ ΒΟΗΘΕΙΑΝ ΑΠΗΛΛΑΓΜΕΝΗΝ ΥΠΟΧΡΕΩΣΕΩΝ: [57, 1715, 367, 1780]
body-text: Ὁ κ. Ἀντενάουερ ἀπέκρουσε τὰς σοβιετικὰς προτάσεις περὶ οὐδετεροποιήσεως τῆς Γερμανίας.: [815, 1524, 994, 1553]
headline: Η «ΕΞΕΓΕΡΣΙΣ ΤΩΝ ΑΓΡΟΤΩΝ»: [103, 67, 320, 122]
body-text: Τρεῖς λευκοὶ αἰχμάλωτοι ἀπηλευθερώθησαν ὕστερα ἀπὸ διαπραγματεύσεις.: [1380, 908, 1552, 937]
subhead: ΟΙ ΡΩΣΣΟΙ ΔΕΝ ΕΙΝΑΙ ΕΤΟΙΜΟΙ: [820, 980, 989, 993]
article-lord-hiou: [425, 1850, 612, 2046]
article-temperature-korea: [16, 1013, 408, 1298]
article-body: [425, 471, 612, 599]
headline: ΟΓΚΟΥΤΑΙ Ο ΑΡΙΘΜΟΣ ΤΩΝ ΑΝΕΡΓΩΝ ΑΡΤΕΡΓΑΤΩΝ: [453, 185, 584, 214]
article-refugees: [16, 1298, 408, 1480]
headline: ΕΜΦΑΝΙΖΟΜΕΝΟΣ ΜΕ ΣΤΟΛΗΝ ΕΝΩΜΟΤΑΡΧΟΥ ΔΙΕΔΙΠΡΑΞΕΝ ΕΙΣ ΑΘΗΝΑΣ ΣΩΡΕΙΑΝ ΑΠΑΤΩΝ: [1242, 1402, 1508, 1435]
subhead: ΑΛΛΑΙ ΠΛΗΡΟΦΟΡΙΑΙ: [253, 260, 371, 272]
article-kennedy-berlin: [629, 721, 1180, 1445]
dateline: ΑΘΗΝΑΙ, 13.—Ἐκ τῆς ἀσφαλείας ἐξητάσθη ὁ ἀπατεὼν ὅστις ἐνοικίαζε διαμερίσματα καὶ παρήγγελλεν εἴδη.: [16, 688, 207, 718]
subhead: ΛΕΥΚΟΙ ΑΙΧΜΑΛΩΤΟΙ: [1407, 895, 1525, 908]
body-text: Αἱ τυνησιακαὶ δυνάμεις συνεκεντρώθησαν πέριξ τῆς βάσεως καὶ ἀναμένουν τὸ σύνθημα. Ἡ γαλλικὴ κυβέρνησις δηλοῖ ὅτι θὰ ὑπερασπισθῇ τὴν βάσιν. Ὁ πρόεδρος Μπουργκίμπα ἐζήτησε τὴν ἀποχώρησιν τῶν γαλλικῶν στρατευμάτων.: [1198, 130, 1552, 221]
headline: Οἱ Τυνήσιοι τελοῦν ἐν ἀναμονῇ συνθήματος τοῦ Μπουργκίμπα ἵνα ἐπιτεθοῦν κατὰ τῶν Γάλλων τῶν εἰς τὴν βάσιν τῆς Μπιζέρτας: [1223, 18, 1527, 121]
body-text: ΛΟΝΔΙΝΟΝ, 13. (Ρώυτερ).—Τὸ Ν.Α.Τ.Ο. θὰ διαδραματίσῃ σπουδαῖον ρόλον εἰς τὴν κρίσιν τοῦ Βερολίνου.: [1003, 1502, 1180, 1532]
headline: Ο ΚΑΣΣΕΜ ΑΠΕΛΥΣΕΝ ΑΠΟ ΤΑΣ ΦΥΛΑΚΑΣ ΣΗΜΑΙΝΟΝΤΑΣ ΠΟΛΙΤΙΚΟΥΣ ΑΝΤΙΠΑΛΟΥΣ ΕΠΙ ΤΗ ΤΡΙΤΗ ΕΠΕΤΕΙΩ ΤΗΣ ΕΠΑΝΑΣΤΑΣΕΩΣ: [57, 403, 367, 457]
dateline: ΑΘΗΝΑΙ, 13.—Ἀνεκοινώθη ἐκ τῆς Πανελληνίου Ναυτικῆς Ὁμοσπονδίας.: [1198, 2095, 1370, 2116]
body-text: Οἱ σπουδασταὶ συνεκεντρώθησαν διὰ συνέδριον περὶ διεθνοῦς συνεργασίας.: [1380, 1845, 1552, 1865]
body-text: Ἡ Ὁμοσπονδία θὰ ἐφαρμόσῃ ἀντίποινα εἰς περίπτωσιν ἀποκλεισμοῦ ἑλληνικῶν πλοίων εἰς τοὺς λιμένας τῶν Ἡνωμένων Πολιτειῶν.: [1380, 2095, 1552, 2135]
column-3: [623, 8, 1186, 2350]
body-text: Ὁ καγκελλάριος ὡμίλησεν εἰς προεκλογικὴν συγκέντρωσιν καὶ ἐτόνισεν ὅτι ἡ Δυτικὴ Γερμανία θὰ παραμείνῃ πιστὴ εἰς τὸ Ν.Α.Τ.Ο. καὶ ὅτι ἡ ἐπανένωσις θὰ ἐπιτευχθῇ διὰ εἰρηνικῶν μέσων. Ἀπέκρουσε κατηγορηματικῶς κάθε σκέψιν οὐδετεροποιήσεως.: [629, 1544, 807, 1612]
subhead: ΑΠΟΥΝ ΤΕΧΝΑΣΜΑ: [852, 184, 957, 197]
headline: ΕΙΣ ΠΕΡΙΠΤΩΣΙΝ ΑΠΟΚΛΕΙΣΜΟΥ ΕΛΛΗΝΙΚΩΝ ΠΛΟΙΩΝ ΥΠΟ ΝΑΥΤΙΚΩΝ ΟΡΓΑΝΩΣΕΩΝ ΤΩΝ ΗΝΩΜ. ΠΟΛΙΤΕΙΩΝ ΘΑ ΕΦΑΡΜΟΣΘΗ ΑΝΤΙΠΟΙΝΑ ΚΑΙ ΝΑΥΤΙΚΗ ΟΜΟΣΠΟΝΔΙΑ: [1233, 2034, 1517, 2093]
body-text: ΚΑΪΡΟΝ, 13. (Ἀσ. Πρές).—Ὁ Ἀραβικὸς Σύνδεσμος συνεδρίασε διὰ νὰ ἐξετάσῃ τὴν αἴτησιν τοῦ Κουβέιτ περὶ εἰσδοχῆς του ὡς μέλους.: [629, 162, 994, 298]
headline: Ο ΛΟΡΔΟΣ ΧΙΟΥ ΑΝΕΧΩΡΗΣΕ ΕΙΣ ΤΗΝ ΒΙΕΝΝΗΝ: [446, 1855, 591, 1882]
subhead: ΑΙ ΠΛΗΜΜΥΡΑΙ ΤΗΣ ΚΟΡΕΑΣ: [32, 1132, 190, 1145]
article-body: [425, 1167, 612, 1271]
headline: Ο κ. ΒΟΓΙΑΤΖΗΣ ΩΜΙΛΗΣΕΝ ΕΙΣ ΤΗΝ ΣΥΝΕΛΕΥΣΙΝ ΤΩΝ ΛΕΙΤΟΥΡΓΩΝ ΤΗΣ ΜΕΣΗΣ ΕΚΠΑΙΔΕΥΣΕΩΣ: [72, 1485, 352, 1515]
column-rule: [1188, 8, 1189, 2350]
subhead: ΣΤΟΝ ΑΡΑΒΙΚΟΝ ΣΥΝΔΕΣΜΟΝ: [634, 265, 801, 277]
article-body: [1198, 1198, 1552, 1364]
article-siam: [16, 1711, 408, 1946]
deck: ΤΑ ΜΕΤΡΑ ΤΗΣ ΚΥΒΕΡΝΗΣΕΩΣ ΕΥΝΟΟΥΝ ΜΟΝΟΝ ΤΟΥΣ ΜΕΓΑΛΟΓΑΙΟΚΤΗΜΟΝΑΣ: [52, 178, 371, 216]
body-text: Οἱ δόκιμοι θὰ ἐπισκεφθοῦν λιμένας τῆς Μεσογείου. Τὸ ἐκπαιδευτικὸν πλοῖον θὰ ἀναχωρήσῃ προσεχῶς ἐκ Πειραιῶς.: [425, 493, 612, 522]
article-vogiatzis: [16, 1480, 408, 1711]
article-body: [629, 162, 1180, 711]
headline: ΑΝΑΠΟΣΠΑΣΤΟΝ ΤΜΗΜΑ ΤΗΣ ΧΩΡΑΣ ΤΟΥ: [687, 67, 1122, 126]
body-text: Οἱ ἀγρόται ὑποστηρίζουν ὅτι τὰ μέτρα τῆς κυβερνήσεως εὐνοοῦν μόνον τοὺς μεγαλογαιοκτήμονας καὶ ὄχι τοὺς μικροκαλλιεργητάς. Ἡ κατάστασις θεωρεῖται σοβαρά, διότι ἡ ἀναταραχὴ ἐπεκτείνεται καὶ εἰς ἄλλα διαμερίσματα.: [16, 218, 408, 360]
dateline: ΒΕΡΟΙΑ, 13.—Τμῆμα ἐκ μπετὸν ὀρόφου ἀνεγειρομένου κινηματογράφου κατέρρευσε σήμερον.: [425, 85, 612, 117]
dateline: ΑΘΗΝΑΙ, 13.—Καθ' ἀνακοίνωσιν τῆς Ἀρχιεπισκοπῆς.: [425, 679, 612, 700]
subhead: ΕΝΤΟΣ ΕΒΔΟΜΑΔΟΣ: [1034, 1535, 1149, 1548]
body-text: ΛΙΜΟΖΗ, 13. (Ἀσ. Πρές).—Ἀγρόται, διαδηλοῦντες ἐναντίον τῆς κυβερνητικῆς πολιτικῆς, ἔφραξαν σήμερον τὰς ὁδοὺς τῆς πόλεως μὲ τρακτέρ καὶ γεωργικὰ μηχανήματα.: [217, 273, 408, 314]
subhead: ΠΡΟΕΤΟΙΜΑΖΕΤΑΙ ΕΙΣ ΗΝ. ΠΟΛΙΤΕΙΑΣ: [832, 1556, 976, 1579]
body-text: Ἐπίσημοι ἀνακοινώσεις ἀναφέρουν ὅτι οἱ νεκροὶ ἀνέρχονται εἰς 200 καὶ οἱ ἀγνοούμενοι εἰς πολλοὺς ἄλλους.: [217, 1103, 408, 1132]
article-technical-schools: [425, 802, 612, 960]
headline: Ο ΚΕΝΝΕΝΤΥ ΕΞΗΤΑΣΕ ΤΗΝ ΚΑΤΑΣΤΑΣΙΝ ΕΙΣ ΒΕΡΟΛΙΝΟΝ: [726, 726, 1083, 771]
headline: 200 ΒΑΓΟΝΙΑ - ΨΥΓΕΙΑ ΠΑΡΕΔΟΘΗΣΑΝ ΚΑΝΟΝΙΚΩΣ ΕΙΣ ΤΟΥΣ Σ.Ε.Κ.: [446, 1679, 591, 1718]
divider: [629, 1498, 1180, 1499]
headline: 31.500 ΔΡΧ. ΠΡΟΣΕΦΕΡΕΝ Ο ΑΡΧΙΕΠΙΣΚΟΠΟΣ ΕΙΣ ΤΟ ΤΑΜΕΙΟΝ ΚΑΙΡΙΚΩΝ: [444, 642, 593, 681]
